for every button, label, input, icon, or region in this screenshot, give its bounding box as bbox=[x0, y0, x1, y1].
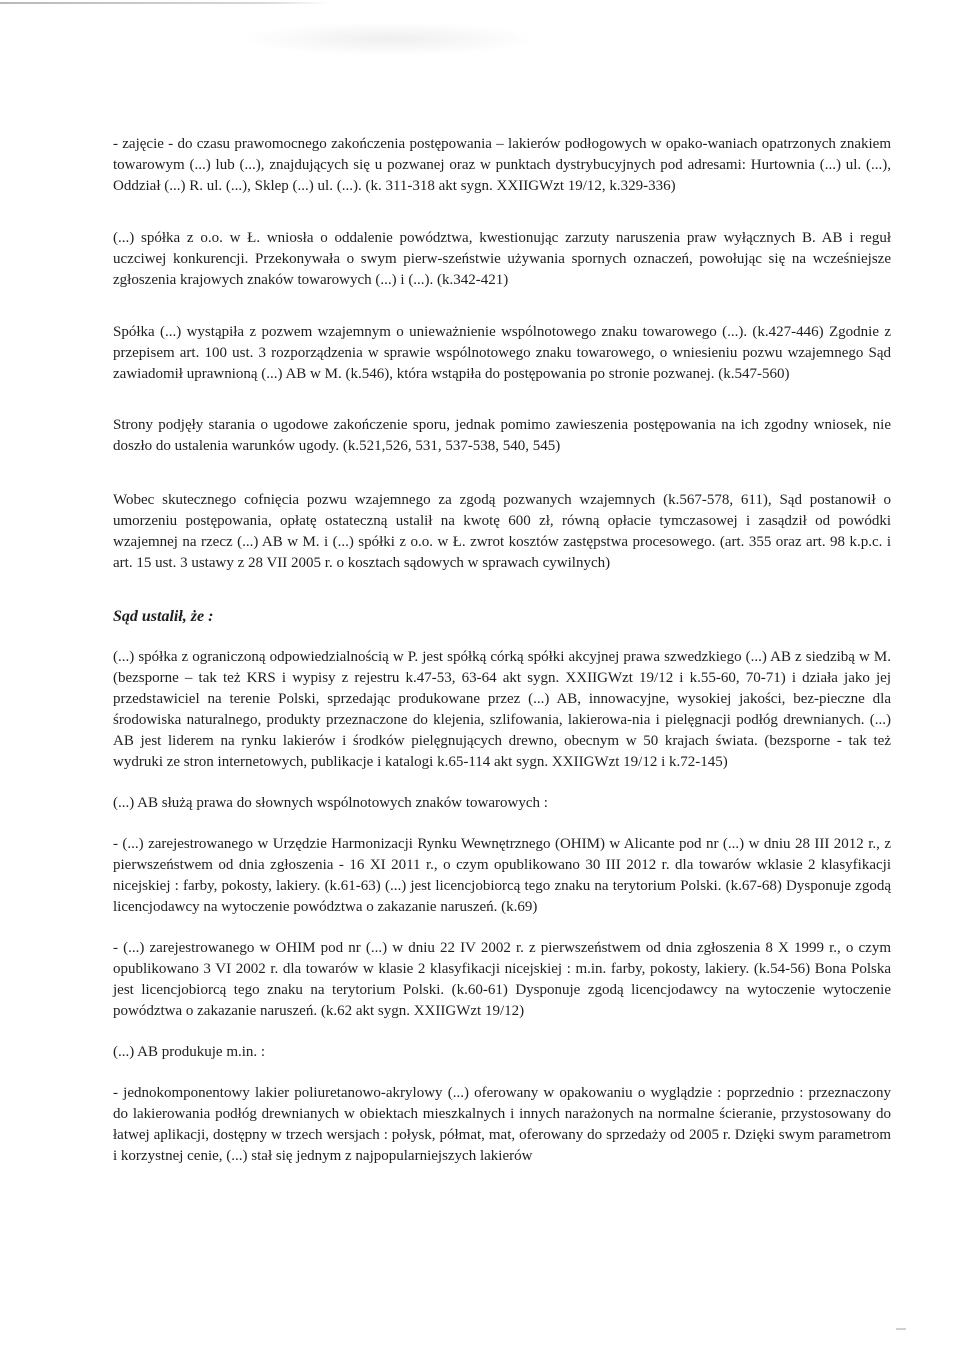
paragraph-trademark-two: - (...) zarejestrowanego w OHIM pod nr (...) w dniu 22 IV 2002 r. z pierwszeństwem od dnia zgłoszenia 8 X 1999 r., o czym opublikowano 3 VI 2002 r. dla towarów w klasie 2 klasyfikacji nicejskiej : m.in. farby, pokosty, lakiery. (k.54-56) Bona Polska jest licencjobiorcą tego znaku na terytorium Polski. (k.60-61) Dysponuje zgodą licencjodawcy na wytoczenie wytoczenie powództwa o zakazanie naruszeń. (k.62 akt sygn. XXIIGWzt 19/12) bbox=[113, 940, 891, 1019]
paragraph-defendant-response: (...) spółka z o.o. w Ł. wniosła o oddalenie powództwa, kwestionując zarzuty naruszenia praw wyłącznych B. AB i reguł uczciwej konkurencji. Przekonywała o swym pierw-szeństwie używania spornych oznaczeń, powołując się na wcześniejsze zgłoszenia krajowych znaków towarowych (...) i (...). (k.342-421) bbox=[113, 230, 891, 288]
paragraph-settlement-attempts: Strony podjęły starania o ugodowe zakończenie sporu, jednak pomimo zawieszenia postępowania na ich zgodny wniosek, nie doszło do ustalenia warunków ugody. (k.521,526, 531, 537-538, 540, 545) bbox=[113, 417, 891, 454]
paragraph-company-description: (...) spółka z ograniczoną odpowiedzialnością w P. jest spółką córką spółki akcyjnej prawa szwedzkiego (...) AB z siedzibą w M. (bezsporne – tak też KRS i wypisy z rejestru k.47-53, 63-64 akt sygn. XXIIGWzt 19/12 i k.55-60, 70-71) i działa jako jej przedstawiciel na terenie Polski, sprzedając produkowane przez (...) AB, innowacyjne, wysokiej jakości, bez-pieczne dla środowiska naturalnego, produkty przeznaczone do klejenia, szlifowania, lakierowa-nia i pielęgnacji podłóg drewnianych. (...) AB jest liderem na rynku lakierów i środków pielęgnujących drewno, obecnym w 50 krajach świata. (bezsporne - tak też wydruki ze stron internetowych, publikacje i katalogi k.65-114 akt sygn. XXIIGWzt 19/12 i k.72-145) bbox=[113, 649, 891, 770]
paragraph-trademark-rights: (...) AB służą prawa do słownych wspólnotowych znaków towarowych : bbox=[113, 795, 548, 811]
section-heading-findings: Sąd ustalił, że : bbox=[113, 608, 214, 625]
scan-smudge bbox=[240, 22, 540, 56]
document-body bbox=[113, 134, 891, 1167]
scan-edge-line bbox=[0, 2, 330, 4]
paragraph-trademark-one: - (...) zarejestrowanego w Urzędzie Harmonizacji Rynku Wewnętrznego (OHIM) w Alicante pod nr (...) w dniu 28 III 2012 r., z pierwszeństwem od dnia zgłoszenia - 16 XI 2011 r., o czym opublikowano 30 III 2012 r. dla towarów wklasie 2 klasyfikacji nicejskiej : farby, pokosty, lakiery. (k.61-63) (...) jest licencjobiorcą tego znaku na terytorium Polski. (k.67-68) Dysponuje zgodą licencjodawcy na wytoczenie powództwa o zakazanie naruszeń. (k.69) bbox=[113, 836, 891, 915]
paragraph-products-intro: (...) AB produkuje m.in. : bbox=[113, 1044, 266, 1060]
paragraph-zajecie: - zajęcie - do czasu prawomocnego zakończenia postępowania – lakierów podłogowych w opako-waniach opatrzonych znakiem towarowym (...) lub (...), znajdujących się u pozwanej oraz w punktach dystrybucyjnych pod adresami: Hurtownia (...) ul. (...), Oddział (...) R. ul. (...), Sklep (...) ul. (...). (k. 311-318 akt sygn. XXIIGWzt 19/12, k.329-336) bbox=[113, 136, 891, 194]
scan-corner-mark bbox=[896, 1328, 906, 1330]
paragraph-withdrawal-costs: Wobec skutecznego cofnięcia pozwu wzajemnego za zgodą pozwanych wzajemnych (k.567-578, 611), Sąd postanowił o umorzeniu postępowania, opłatę ostateczną ustalił na kwotę 600 zł, równą opłacie tymczasowej i zasądził od powódki wzajemnej na rzecz (...) AB w M. i (...) spółki z o.o. w Ł. zwrot kosztów zastępstwa procesowego. (art. 355 oraz art. 98 k.p.c. i art. 15 ust. 3 ustawy z 28 VII 2005 r. o kosztach sądowych w sprawach cywilnych) bbox=[113, 492, 891, 571]
paragraph-lacquer-product: - jednokomponentowy lakier poliuretanowo-akrylowy (...) oferowany w opakowaniu o wyglądzie : poprzednio : przeznaczony do lakierowania podłóg drewnianych w obiektach mieszkalnych i innych narażonych na normalne ścieranie, przystosowany do łatwej aplikacji, dostępny w trzech wersjach : połysk, półmat, mat, oferowany do sprzedaży od 2005 r. Dzięki swym parametrom i korzystnej cenie, (...) stał się jednym z najpopularniejszych lakierów bbox=[113, 1085, 891, 1164]
paragraph-counterclaim: Spółka (...) wystąpiła z pozwem wzajemnym o unieważnienie wspólnotowego znaku towarowego (...). (k.427-446) Zgodnie z przepisem art. 100 ust. 3 rozporządzenia w sprawie wspólnotowego znaku towarowego, o wniesieniu pozwu wzajemnego Sąd zawiadomił uprawnioną (...) AB w M. (k.546), która wstąpiła do postępowania po stronie pozwanej. (k.547-560) bbox=[113, 324, 891, 382]
